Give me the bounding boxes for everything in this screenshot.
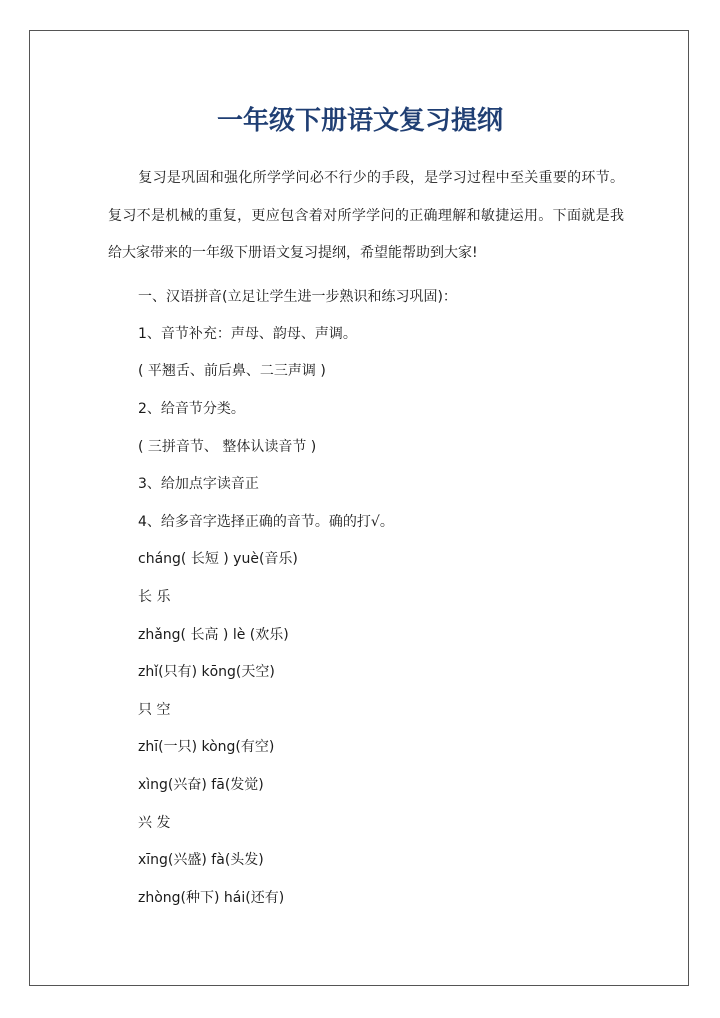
pinyin-example: zhǐ(只有) kōng(天空)	[138, 664, 275, 680]
list-item: 2、给音节分类。	[138, 401, 245, 417]
section-heading-pinyin: 一、汉语拼音(立足让学生进一步熟识和练习巩固)：	[138, 289, 457, 305]
pinyin-example: cháng( 长短 ) yuè(音乐)	[138, 551, 298, 567]
list-item: 1、音节补充：声母、韵母、声调。	[138, 326, 357, 342]
document-title: 一年级下册语文复习提纲	[216, 106, 503, 136]
pinyin-example: zhòng(种下) hái(还有)	[138, 890, 285, 906]
pinyin-example: 只 空	[138, 702, 171, 718]
list-item: 4、给多音字选择正确的音节。确的打√。	[138, 514, 394, 530]
list-item: 3、给加点字读音正	[138, 476, 259, 492]
pinyin-example: 兴 发	[138, 815, 171, 831]
list-item: ( 三拼音节、 整体认读音节 )	[138, 439, 317, 455]
pinyin-example: xīng(兴盛) fà(头发)	[138, 852, 264, 868]
pinyin-example: 长 乐	[138, 589, 171, 605]
pinyin-example: xìng(兴奋) fā(发觉)	[138, 777, 264, 793]
pinyin-example: zhī(一只) kòng(有空)	[138, 739, 275, 755]
pinyin-example: zhǎng( 长高 ) lè (欢乐)	[138, 627, 289, 643]
intro-paragraph	[108, 160, 624, 273]
intro-text: 复习是巩固和强化所学学问必不行少的手段，是学习过程中至关重要的环节。复习不是机械的重复，更应包含着对所学学问的正确理解和敏捷运用。下面就是我给大家带来的一年级下册语文复习提纲，希望能帮助到大家!	[108, 170, 624, 261]
list-item: ( 平翘舌、前后鼻、二三声调 )	[138, 363, 326, 379]
